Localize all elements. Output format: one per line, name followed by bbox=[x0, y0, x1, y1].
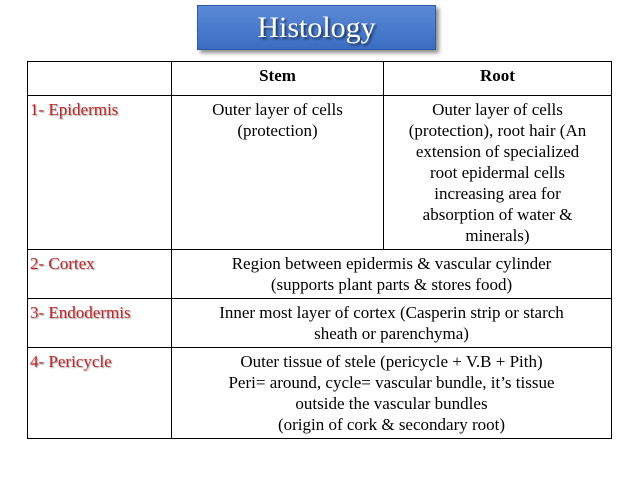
root-epidermis-line: (protection), root hair (An bbox=[408, 121, 587, 140]
pericycle-line: Outer tissue of stele (pericycle + V.B + Pith) bbox=[240, 352, 543, 371]
merged-cell-pericycle bbox=[172, 348, 612, 439]
row-label-cell bbox=[28, 348, 172, 439]
root-epidermis-line: Outer layer of cells bbox=[432, 100, 563, 119]
header-empty-cell bbox=[28, 62, 172, 96]
row-label-cell bbox=[28, 96, 172, 250]
merged-cell-endodermis bbox=[172, 299, 612, 348]
endodermis-line: sheath or parenchyma) bbox=[314, 324, 469, 343]
stem-epidermis-line: (protection) bbox=[237, 121, 318, 140]
root-epidermis-line: minerals) bbox=[465, 226, 530, 245]
pericycle-line: outside the vascular bundles bbox=[295, 394, 488, 413]
row-label-cortex: 2- Cortex bbox=[30, 254, 95, 273]
row-label-pericycle: 4- Pericycle bbox=[30, 352, 112, 371]
pericycle-line: (origin of cork & secondary root) bbox=[277, 415, 506, 434]
row-label-cell bbox=[28, 250, 172, 299]
merged-cell-cortex bbox=[172, 250, 612, 299]
table-row-epidermis bbox=[28, 96, 612, 250]
row-label-cell bbox=[28, 299, 172, 348]
table-row-cortex bbox=[28, 250, 612, 299]
header-root: Root bbox=[384, 62, 612, 96]
pericycle-line: Peri= around, cycle= vascular bundle, it’s tissue bbox=[228, 373, 555, 392]
table-row-endodermis bbox=[28, 299, 612, 348]
header-stem: Stem bbox=[172, 62, 384, 96]
table-row-pericycle bbox=[28, 348, 612, 439]
cortex-line: (supports plant parts & stores food) bbox=[270, 275, 513, 294]
stem-cell-epidermis bbox=[172, 96, 384, 250]
endodermis-line: Inner most layer of cortex (Casperin strip or starch bbox=[219, 303, 564, 322]
page-title: Histology bbox=[257, 10, 376, 44]
root-cell-epidermis bbox=[384, 96, 612, 250]
root-epidermis-line: extension of specialized bbox=[415, 142, 580, 161]
histology-table bbox=[27, 61, 612, 439]
stem-epidermis-line: Outer layer of cells bbox=[212, 100, 343, 119]
row-label-epidermis: 1- Epidermis bbox=[30, 100, 119, 119]
root-epidermis-line: increasing area for bbox=[434, 184, 561, 203]
root-epidermis-line: absorption of water & bbox=[422, 205, 573, 224]
header-row bbox=[28, 62, 612, 96]
title-banner bbox=[197, 5, 436, 50]
cortex-line: Region between epidermis & vascular cylinder bbox=[231, 254, 552, 273]
root-epidermis-line: root epidermal cells bbox=[429, 163, 565, 182]
row-label-endodermis: 3- Endodermis bbox=[30, 303, 131, 322]
